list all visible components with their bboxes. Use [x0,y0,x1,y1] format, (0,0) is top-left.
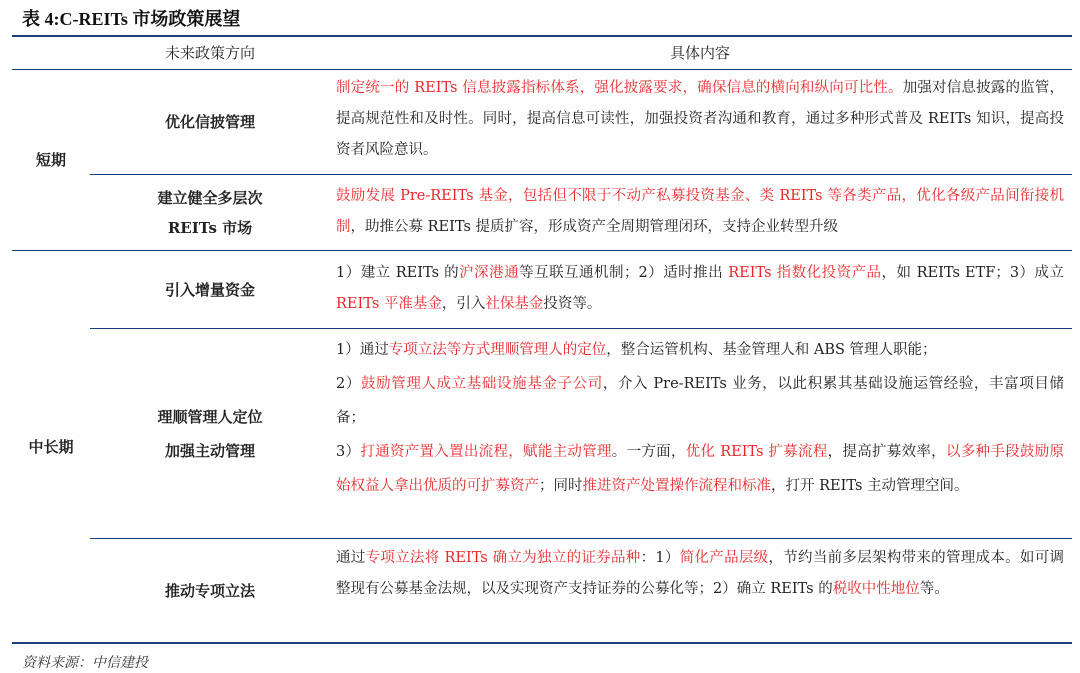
content-text: ；同时 [539,478,583,494]
direction-line: 推动专项立法 [164,581,255,600]
content-text: 投资等。 [543,296,602,312]
source-note: 资料来源：中信建投 [22,655,148,671]
content-text: 1）通过 [336,342,389,358]
direction-line: 优化信披管理 [164,113,255,131]
highlight-text: 推进资产处置操作流程和标准 [582,478,771,494]
content-cell [336,543,1064,605]
term-short: 短期 [35,151,66,169]
direction-line: REITs 市场 [167,218,253,237]
content-text: 等互联互通机制；2）适时推出 [519,265,729,281]
highlight-text: 制定统一的 REITs 信息披露指标体系，强化披露要求，确保信息的横向和纵向可比性。 [336,80,903,96]
header-content: 具体内容 [669,43,730,62]
direction-cell [90,251,330,328]
content-text: 。一方面， [611,444,686,460]
content-paragraph [336,543,1064,605]
content-cell [336,73,1064,166]
content-text: 通过 [336,550,366,566]
content-text: 1）建立 REITs 的 [336,265,460,281]
content-paragraph [336,435,1064,503]
highlight-text: 沪深港通 [459,265,520,281]
direction-cell [90,539,330,642]
content-paragraph [336,367,1064,435]
highlight-text: 优化 REITs 扩募流程 [685,444,828,460]
content-cell [336,181,1064,243]
direction-line: 加强主动管理 [164,441,255,460]
content-paragraph [336,181,1064,243]
header-direction: 未来政策方向 [164,43,255,62]
direction-cell [90,175,330,250]
highlight-text: 税收中性地位 [832,581,920,597]
direction-cell [90,70,330,174]
content-text: ：1） [640,550,680,566]
content-text: ，助推公募 REITs 提质扩容，形成资产全周期管理闭环，支持企业转型升级 [350,219,839,235]
highlight-text: REITs 指数化投资产品 [728,265,882,281]
content-text: 等。 [919,581,949,597]
content-text: 3） [336,444,361,460]
highlight-text: 以多种手段鼓励原始权益人拿出优质的可扩募资产 [336,444,1065,494]
content-paragraph [336,258,1064,320]
table-title: 表 4:C-REITs 市场政策展望 [22,9,241,29]
highlight-text: REITs 平准基金 [336,296,442,312]
table-bottom-rule [12,642,1072,644]
direction-line: 建立健全多层次 [157,188,263,207]
direction-cell [90,329,330,538]
content-text: ，介入 Pre-REITs 业务，以此积累其基础设施运管经验，丰富项目储备； [336,376,1065,426]
highlight-text: 专项立法将 REITs 确立为独立的证券品种 [365,550,641,566]
content-cell [336,258,1064,320]
direction-line: 引入增量资金 [164,280,255,299]
highlight-text: 鼓励发展 Pre-REITs 基金，包括但不限于不动产私募投资基金、类 REITs 等各类产品，优化各级产品间衔接机制 [336,188,1064,235]
direction-line: 理顺管理人定位 [157,407,263,426]
content-text: 2） [336,376,361,392]
highlight-text: 专项立法等方式理顺管理人的定位 [388,342,607,358]
content-text: ，打开 REITs 主动管理空间。 [771,478,969,494]
content-text: ，如 REITs ETF；3）成立 [881,265,1064,281]
highlight-text: 社保基金 [485,296,544,312]
highlight-text: 简化产品层级 [679,550,769,566]
content-text: ，节约当前多层架构带来的管理成本。如可调整现有公募基金法规，以及实现资产支持证券的公募化等；2）确立 REITs 的 [336,550,1065,597]
term-long: 中长期 [28,437,74,456]
highlight-text: 鼓励管理人成立基础设施基金子公司 [360,376,603,392]
content-paragraph [336,333,1064,367]
content-text: ，整合运管机构、基金管理人和 ABS 管理人职能； [606,342,937,358]
highlight-text: 打通资产置入置出流程，赋能主动管理 [360,444,612,460]
content-text: 加强对信息披露的监管，提高规范性和及时性。同时，提高信息可读性，加强投资者沟通和教育，通过多种形式普及 REITs 知识，提高投资者风险意识。 [336,80,1064,158]
content-text: ，提高扩募效率， [827,444,946,460]
content-paragraph [336,73,1064,166]
content-text: ，引入 [441,296,486,312]
content-cell [336,333,1064,503]
